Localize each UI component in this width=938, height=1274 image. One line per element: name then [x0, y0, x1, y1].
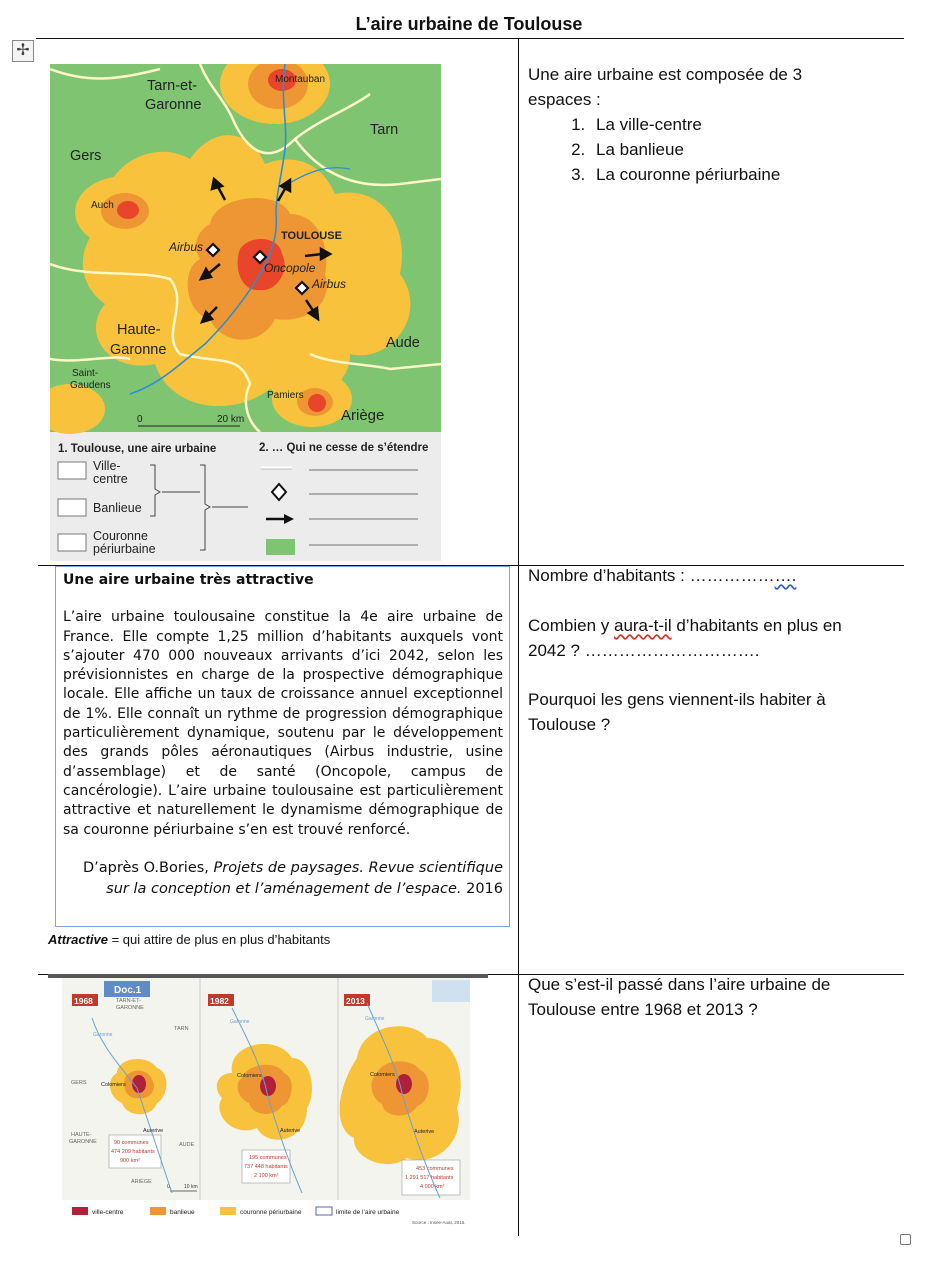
vocabulary-definition: = qui attire de plus en plus d’habitants	[107, 932, 331, 947]
list-item: 3. La couronne périurbaine	[590, 162, 888, 187]
legend-box-couronne	[58, 534, 86, 551]
intro-list	[528, 112, 888, 187]
legend-couronne: Couronne	[93, 529, 148, 543]
table-column-divider	[518, 38, 519, 1236]
legend-centre: centre	[93, 472, 128, 486]
label-ariege: Ariège	[341, 407, 385, 424]
legend1-title: 1. Toulouse, une aire urbaine	[58, 443, 217, 455]
label-airbus-1: Airbus	[169, 240, 204, 254]
label-ariege: ARIÈGE	[131, 1179, 152, 1185]
map2-source: Source : Insee-Auat, 2015.	[412, 1220, 466, 1225]
label-gers: Gers	[70, 148, 102, 164]
label-toulouse: TOULOUSE	[281, 230, 342, 242]
legend2-centre: ville-centre	[92, 1209, 124, 1216]
list-item: 1. La ville-centre	[590, 112, 888, 137]
intro-line-2: espaces :	[528, 90, 601, 109]
label-tarn-et-garonne-1: Tarn-et-	[147, 78, 197, 94]
legend-brackets	[150, 465, 248, 550]
article-body: L’aire urbaine toulousaine constitue la 4e aire urbaine de France. Elle compte 1,25 million d’habitants auxquels vont s’ajouter 470 000 nouveaux arrivants d’ici 2042, selon les prévisionnistes en charge de la prospective démographique locale. Elle affiche un taux de croissance annuel exceptionnel de 1%. Elle connaît un rythme de progression démographique particulièrement dynamique, soutenu par le développement des grands pôles aéronautiques (Airbus industrie, usine d’assemblage) et de santé (Oncopole, campus de cancérologie). L’aire urbaine toulousaine est particulièrement attractive et naturellement le dynamisme démographique de sa couronne périurbaine s’en est trouvé renforcé.	[63, 609, 503, 838]
label-aude: AUDE	[179, 1142, 195, 1148]
legend-periurbaine: périurbaine	[93, 542, 156, 556]
doc-label: Doc.1	[114, 985, 142, 996]
map2-scale-0: 0	[167, 1184, 170, 1190]
vocabulary-note	[48, 932, 330, 947]
stats-2013-communes: 453 communes	[416, 1166, 454, 1172]
legend-ville: Ville-	[93, 459, 121, 473]
stats-2013-habitants: 1 291 517 habitants	[405, 1175, 454, 1181]
label-airbus-2: Airbus	[312, 277, 347, 291]
question-growth: Combien y aura-t-il d’habitants en plus en 2042 ? ………………………….	[528, 616, 842, 660]
stats-1982-communes: 195 communes	[249, 1155, 287, 1161]
stats-1968-area: 900 km²	[120, 1158, 140, 1164]
label-haute-garonne-1: HAUTE-	[71, 1132, 92, 1138]
legend2-swatch-centre	[72, 1207, 88, 1215]
label-haute-garonne-2: Garonne	[110, 342, 167, 358]
year-2013: 2013	[346, 996, 365, 1006]
list-item: 2. La banlieue	[590, 137, 888, 162]
label-haute-garonne-2: GARONNE	[69, 1139, 97, 1145]
legend-box-centre	[58, 462, 86, 479]
stats-1982-area: 2 100 km²	[254, 1173, 279, 1179]
map2-svg	[62, 978, 470, 1227]
label-aude: Aude	[386, 335, 420, 351]
urban-area-intro	[528, 62, 888, 187]
legend2-couronne: couronne périurbaine	[240, 1209, 302, 1216]
label-colomiers-2: Colomiers	[237, 1073, 262, 1079]
table-move-handle[interactable]: ✢	[12, 40, 34, 62]
label-garonne-1: Garonne	[93, 1032, 113, 1038]
label-colomiers-1: Colomiers	[101, 1082, 126, 1088]
table-top-border	[36, 38, 904, 39]
label-gers: GERS	[71, 1080, 87, 1086]
label-haute-garonne-1: Haute-	[117, 322, 161, 338]
legend-symbol-diamond	[272, 484, 286, 500]
label-colomiers-3: Colomiers	[370, 1072, 395, 1078]
question-why: Pourquoi les gens viennent-ils habiter à Toulouse ?	[528, 690, 826, 734]
scale-0: 0	[137, 414, 143, 425]
article-source: D’après O.Bories, Projets de paysages. Revue scientifique sur la conception et l’aménagement de l’espace. 2016	[82, 859, 503, 897]
legend2-banlieue: banlieue	[170, 1209, 195, 1216]
article-title: Une aire urbaine très attractive	[63, 572, 314, 588]
auch-center	[117, 201, 139, 219]
stats-1982-habitants: 737 448 habitants	[244, 1164, 288, 1170]
label-oncopole: Oncopole	[264, 261, 316, 275]
scale-20km: 20 km	[217, 414, 245, 425]
label-tarn-et-garonne-1: TARN-ET-	[116, 998, 141, 1004]
label-tarn-et-garonne-2: GARONNE	[116, 1005, 144, 1011]
label-auterive-1: Auterive	[143, 1128, 164, 1134]
year-1982: 1982	[210, 996, 229, 1006]
label-tarn: Tarn	[370, 122, 399, 138]
label-auterive-3: Auterive	[414, 1129, 435, 1135]
intro-line-1: Une aire urbaine est composée de 3	[528, 65, 803, 84]
label-pamiers: Pamiers	[267, 390, 304, 401]
legend2-swatch-banlieue	[150, 1207, 166, 1215]
article-text-box	[55, 566, 510, 927]
label-garonne-2: Garonne	[230, 1019, 250, 1025]
legend2-title: 2. … Qui ne cesse de s’étendre	[259, 442, 429, 454]
toulouse-urban-area-map	[50, 64, 441, 561]
legend-banlieue: Banlieue	[93, 501, 142, 515]
page-title: L’aire urbaine de Toulouse	[355, 14, 583, 34]
vocabulary-term: Attractive	[48, 932, 108, 947]
label-montauban: Montauban	[275, 74, 326, 85]
label-saint-gaudens-2: Gaudens	[70, 380, 111, 391]
legend2-swatch-couronne	[220, 1207, 236, 1215]
label-auch: Auch	[91, 200, 114, 211]
label-auterive-2: Auterive	[280, 1128, 301, 1134]
stats-1968-habitants: 474 209 habitants	[111, 1149, 155, 1155]
label-garonne-3: Garonne	[365, 1016, 385, 1022]
stats-2013-area: 4 000 km²	[420, 1184, 445, 1190]
question-population: Nombre d’habitants : ……………….	[528, 566, 797, 585]
label-tarn: TARN	[174, 1026, 189, 1032]
table-resize-handle[interactable]	[900, 1234, 911, 1245]
legend-symbol-green	[266, 539, 295, 555]
year-1968: 1968	[74, 996, 93, 1006]
legend2-limit: limite de l’aire urbaine	[336, 1209, 400, 1216]
label-saint-gaudens-1: Saint-	[72, 368, 99, 379]
stats-1968-communes: 90 communes	[114, 1140, 149, 1146]
sea-corner	[432, 980, 470, 1002]
legend-answer-lines	[309, 470, 418, 545]
question-evolution: Que s’est-il passé dans l’aire urbaine de Toulouse entre 1968 et 2013 ?	[528, 975, 831, 1019]
map2-scale-10km: 10 km	[184, 1184, 198, 1190]
urban-area-evolution-map	[62, 978, 470, 1227]
legend2-swatch-limit	[316, 1207, 332, 1215]
pamiers-center	[308, 394, 326, 412]
map-svg	[50, 64, 441, 561]
legend-box-banlieue	[58, 499, 86, 516]
label-tarn-et-garonne-2: Garonne	[145, 97, 202, 113]
